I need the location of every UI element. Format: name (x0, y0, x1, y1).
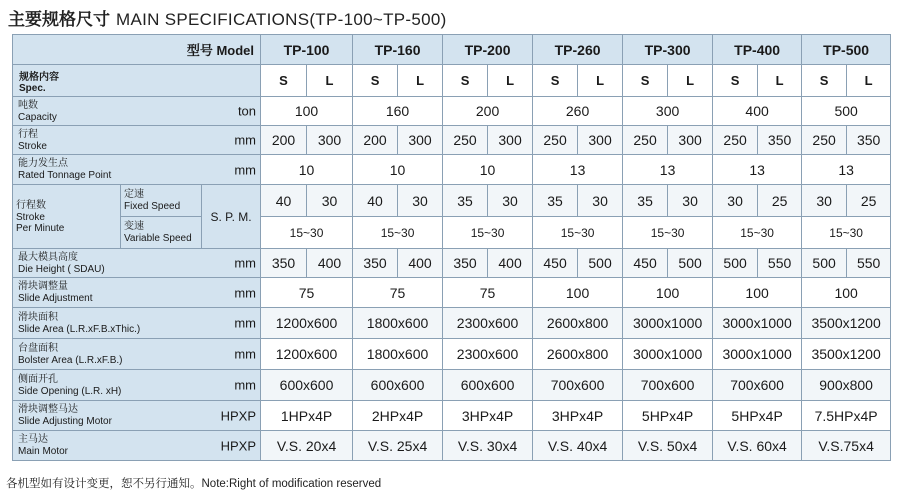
cell: V.S. 40x4 (533, 431, 623, 461)
cell: 300 (668, 126, 713, 155)
cell: 75 (261, 278, 353, 308)
s-header: S (443, 65, 488, 97)
cell: 700x600 (713, 370, 802, 401)
cell: 700x600 (623, 370, 713, 401)
cell: 200 (353, 126, 398, 155)
cell: 30 (713, 185, 758, 217)
cell: 3HPx4P (533, 401, 623, 431)
label-en: Slide Adjusting Motor (18, 416, 112, 427)
cell: 500 (578, 249, 623, 278)
label-fixed-speed (121, 185, 202, 217)
cell: 2300x600 (443, 308, 533, 339)
cell: 350 (443, 249, 488, 278)
cell: 3500x1200 (802, 339, 891, 370)
label-slide-adjustment (13, 278, 261, 308)
row-side-opening (13, 370, 891, 401)
unit: mm (234, 346, 257, 362)
label-side-opening (13, 370, 261, 401)
unit: mm (234, 285, 257, 300)
label-zh: 台盘面积 (18, 342, 58, 354)
label-zh: 变速 (124, 221, 144, 232)
label-en: Capacity (18, 111, 57, 123)
cell: 5HPx4P (713, 401, 802, 431)
cell: 350 (261, 249, 307, 278)
unit: mm (234, 315, 257, 331)
label-zh: 主马达 (18, 434, 48, 445)
label-en: Slide Adjustment (18, 293, 93, 304)
cell: 3000x1000 (623, 308, 713, 339)
cell: 30 (578, 185, 623, 217)
cell: 350 (758, 126, 802, 155)
cell: 250 (623, 126, 668, 155)
l-header: L (398, 65, 443, 97)
cell: 200 (443, 97, 533, 126)
label-en: Slide Area (L.R.xF.B.xThic.) (18, 323, 141, 335)
cell: 160 (353, 97, 443, 126)
cell: 3000x1000 (713, 339, 802, 370)
s-header: S (533, 65, 578, 97)
cell: 250 (802, 126, 847, 155)
label-en: Stroke (16, 211, 45, 223)
cell: 40 (261, 185, 307, 217)
model-header: TP-200 (443, 35, 533, 65)
l-header: L (307, 65, 353, 97)
cell: 2600x800 (533, 308, 623, 339)
cell: 13 (623, 155, 713, 185)
cell: 75 (443, 278, 533, 308)
row-slide-area (13, 308, 891, 339)
label-adjusting-motor (13, 401, 261, 431)
label-en: Die Height ( SDAU) (18, 263, 105, 275)
model-header: TP-300 (623, 35, 713, 65)
cell: V.S. 30x4 (443, 431, 533, 461)
l-header: L (578, 65, 623, 97)
cell: 75 (353, 278, 443, 308)
cell: 250 (713, 126, 758, 155)
label-variable-speed (121, 217, 202, 249)
model-header: TP-400 (713, 35, 802, 65)
footnote-en: Note:Right of modification reserved (201, 478, 382, 490)
header-row-sl (13, 65, 891, 97)
header-row-models (13, 35, 891, 65)
label-en: Main Motor (18, 446, 69, 457)
l-header: L (758, 65, 802, 97)
label-zh: 最大模具高度 (18, 251, 78, 263)
label-zh: 行程 (18, 128, 38, 140)
label-spm (13, 185, 121, 249)
cell: 30 (307, 185, 353, 217)
cell: 350 (353, 249, 398, 278)
cell: 100 (623, 278, 713, 308)
cell: 13 (713, 155, 802, 185)
label-en: Per Minute (16, 222, 65, 234)
label-en: Variable Speed (124, 233, 192, 244)
cell: 500 (668, 249, 713, 278)
unit: HPXP (220, 438, 257, 453)
label-zh: 吨数 (18, 99, 38, 111)
model-header: TP-500 (802, 35, 891, 65)
model-label: 型号 Model (13, 35, 261, 65)
cell: 15~30 (443, 217, 533, 249)
cell: 3000x1000 (713, 308, 802, 339)
spec-label-en: Spec. (19, 82, 46, 94)
cell: V.S. 20x4 (261, 431, 353, 461)
cell: 40 (353, 185, 398, 217)
unit: HPXP (220, 408, 257, 423)
cell: 500 (713, 249, 758, 278)
row-spm-variable (13, 217, 891, 249)
label-zh: 滑块调整马达 (18, 404, 78, 415)
label-zh: 滑块调整量 (18, 281, 68, 292)
cell: 15~30 (353, 217, 443, 249)
cell: 450 (623, 249, 668, 278)
s-header: S (623, 65, 668, 97)
cell: 10 (353, 155, 443, 185)
cell: 10 (261, 155, 353, 185)
l-header: L (488, 65, 533, 97)
cell: V.S. 25x4 (353, 431, 443, 461)
spec-label (13, 65, 261, 97)
cell: 2600x800 (533, 339, 623, 370)
cell: 200 (261, 126, 307, 155)
label-bolster-area (13, 339, 261, 370)
l-header: L (847, 65, 891, 97)
l-header: L (668, 65, 713, 97)
label-die-height (13, 249, 261, 278)
cell: 35 (533, 185, 578, 217)
cell: 35 (443, 185, 488, 217)
label-zh: 行程数 (16, 199, 46, 211)
cell: 1800x600 (353, 308, 443, 339)
cell: 600x600 (443, 370, 533, 401)
s-header: S (353, 65, 398, 97)
cell: 2300x600 (443, 339, 533, 370)
title-zh: 主要规格尺寸 (8, 10, 110, 30)
row-main-motor (13, 431, 891, 461)
label-zh: 能力发生点 (18, 158, 68, 169)
label-en: Bolster Area (L.R.xF.B.) (18, 354, 123, 366)
cell: V.S. 50x4 (623, 431, 713, 461)
cell: 1HPx4P (261, 401, 353, 431)
cell: 13 (533, 155, 623, 185)
cell: 10 (443, 155, 533, 185)
cell: 300 (623, 97, 713, 126)
cell: 35 (623, 185, 668, 217)
s-header: S (261, 65, 307, 97)
cell: 260 (533, 97, 623, 126)
cell: 100 (533, 278, 623, 308)
cell: 30 (802, 185, 847, 217)
label-zh: 滑块面积 (18, 311, 58, 323)
cell: 7.5HPx4P (802, 401, 891, 431)
label-rated (13, 155, 261, 185)
cell: 2HPx4P (353, 401, 443, 431)
footnote (6, 475, 381, 491)
cell: 30 (668, 185, 713, 217)
row-stroke (13, 126, 891, 155)
cell: 100 (261, 97, 353, 126)
row-adjusting-motor (13, 401, 891, 431)
spec-label-zh: 规格内容 (19, 71, 59, 83)
cell: 600x600 (353, 370, 443, 401)
cell: 700x600 (533, 370, 623, 401)
label-main-motor (13, 431, 261, 461)
row-rated (13, 155, 891, 185)
cell: 250 (443, 126, 488, 155)
cell: 15~30 (261, 217, 353, 249)
unit: mm (234, 162, 257, 177)
label-en: Stroke (18, 140, 47, 152)
cell: 400 (307, 249, 353, 278)
cell: V.S.75x4 (802, 431, 891, 461)
row-die-height (13, 249, 891, 278)
cell: 3000x1000 (623, 339, 713, 370)
row-capacity (13, 97, 891, 126)
cell: 350 (847, 126, 891, 155)
title-en: MAIN SPECIFICATIONS(TP-100~TP-500) (116, 10, 447, 29)
label-stroke (13, 126, 261, 155)
unit: mm (234, 255, 257, 271)
page-title (8, 5, 447, 30)
cell: 25 (758, 185, 802, 217)
unit-spm: S. P. M. (202, 185, 261, 249)
row-spm-fixed (13, 185, 891, 217)
label-en: Rated Tonnage Point (18, 170, 112, 181)
cell: 550 (758, 249, 802, 278)
unit: ton (237, 103, 257, 119)
cell: 250 (533, 126, 578, 155)
cell: 600x600 (261, 370, 353, 401)
model-header: TP-160 (353, 35, 443, 65)
cell: 15~30 (623, 217, 713, 249)
model-header: TP-100 (261, 35, 353, 65)
cell: 500 (802, 97, 891, 126)
cell: 100 (802, 278, 891, 308)
cell: 400 (398, 249, 443, 278)
cell: 1200x600 (261, 339, 353, 370)
cell: 1200x600 (261, 308, 353, 339)
cell: 25 (847, 185, 891, 217)
label-slide-area (13, 308, 261, 339)
cell: 3HPx4P (443, 401, 533, 431)
cell: 900x800 (802, 370, 891, 401)
s-header: S (802, 65, 847, 97)
cell: 300 (307, 126, 353, 155)
cell: 15~30 (713, 217, 802, 249)
row-bolster-area (13, 339, 891, 370)
cell: 400 (488, 249, 533, 278)
label-capacity (13, 97, 261, 126)
cell: 550 (847, 249, 891, 278)
cell: 3500x1200 (802, 308, 891, 339)
cell: 13 (802, 155, 891, 185)
model-header: TP-260 (533, 35, 623, 65)
cell: 450 (533, 249, 578, 278)
unit: mm (234, 132, 257, 148)
footnote-zh: 各机型如有设计变更，恕不另行通知。 (6, 476, 202, 490)
cell: 30 (488, 185, 533, 217)
cell: 300 (488, 126, 533, 155)
label-en: Fixed Speed (124, 201, 181, 212)
spec-table (12, 34, 891, 461)
row-slide-adjustment (13, 278, 891, 308)
s-header: S (713, 65, 758, 97)
unit: mm (234, 377, 257, 393)
cell: 15~30 (802, 217, 891, 249)
cell: 300 (578, 126, 623, 155)
cell: 15~30 (533, 217, 623, 249)
cell: 1800x600 (353, 339, 443, 370)
cell: 300 (398, 126, 443, 155)
label-en: Side Opening (L.R. xH) (18, 385, 122, 397)
label-zh: 侧面开孔 (18, 373, 58, 385)
cell: 30 (398, 185, 443, 217)
cell: 5HPx4P (623, 401, 713, 431)
cell: 400 (713, 97, 802, 126)
label-zh: 定速 (124, 189, 144, 200)
cell: 500 (802, 249, 847, 278)
cell: V.S. 60x4 (713, 431, 802, 461)
cell: 100 (713, 278, 802, 308)
